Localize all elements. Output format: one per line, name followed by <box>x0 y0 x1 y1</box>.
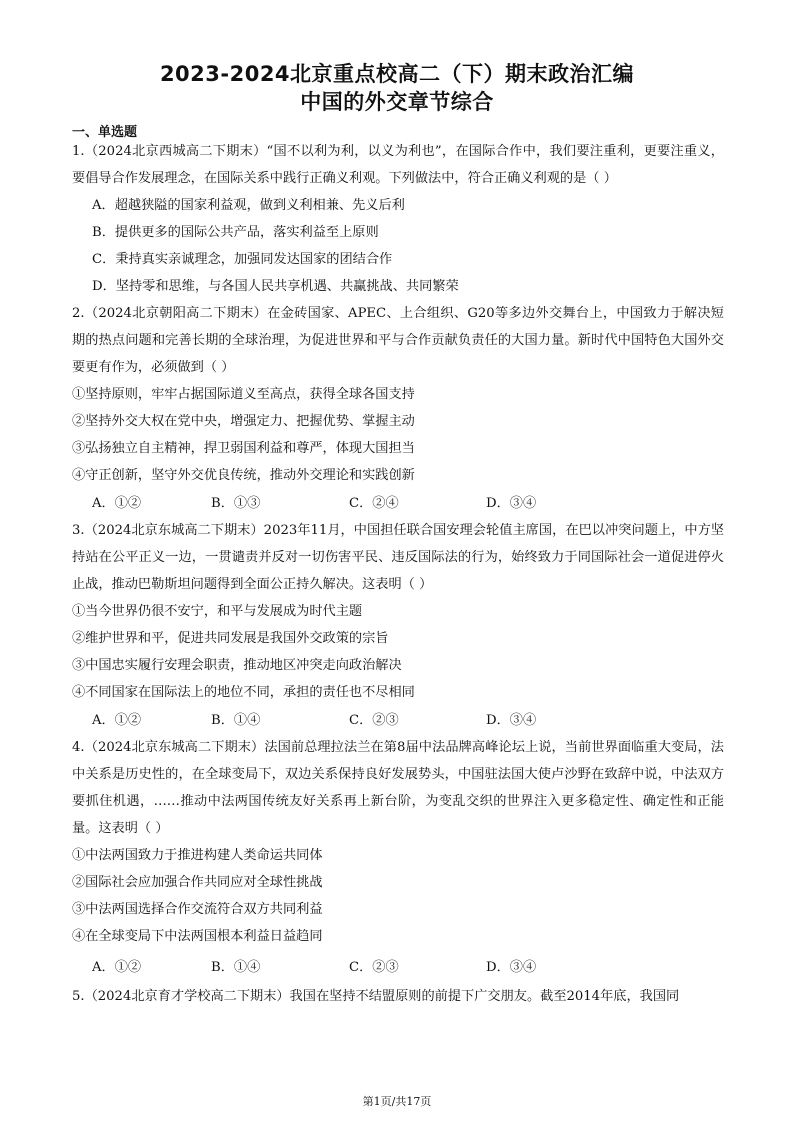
question-2-item-4: ④守正创新，坚守外交优良传统，推动外交理论和实践创新 <box>72 468 415 483</box>
document-title: 2023-2024北京重点校高二（下）期末政治汇编 <box>159 62 635 86</box>
question-3-option-c[interactable]: C．②③ <box>349 713 399 728</box>
question-2-item-1: ①坚持原则，牢牢占据国际道义至高点，获得全球各国支持 <box>72 387 415 402</box>
question-1-option-a[interactable]: A．超越狭隘的国家利益观，做到义利相兼、先义后利 <box>92 198 405 213</box>
question-4-option-c[interactable]: C．②③ <box>349 960 399 975</box>
question-4-option-a[interactable]: A．①② <box>92 960 142 975</box>
question-4-option-d[interactable]: D．③④ <box>486 960 537 975</box>
question-4-item-3: ③中法两国选择合作交流符合双方共同利益 <box>72 902 323 917</box>
question-3-stem: 3.（2024北京东城高二下期末）2023年11月，中国担任联合国安理会轮值主席国，在巴以冲突问题上，中方坚持站在公平正义一边，一贯谴责并反对一切伤害平民、违反国际法的行为，始终致力于同国际社会一道促进停火止战，推动巴勒斯坦问题得到全面公正持久解决。这表明（ ） <box>72 523 724 592</box>
question-4-stem: 4.（2024北京东城高二下期末）法国前总理拉法兰在第8届中法品牌高峰论坛上说，当前世界面临重大变局，法中关系是历史性的，在全球变局下，双边关系保持良好发展势头，中国驻法国大使卢沙野在致辞中说，中法双方要抓住机遇，……推动中法两国传统友好关系再上新台阶，为变乱交织的世界注入更多稳定性、确定性和正能量。这表明（ ） <box>72 740 724 836</box>
question-4-item-2: ②国际社会应加强合作共同应对全球性挑战 <box>72 875 323 890</box>
question-2-option-a[interactable]: A．①② <box>92 496 142 511</box>
question-4-option-b[interactable]: B．①④ <box>211 960 261 975</box>
page-number: 第1页/共17页 <box>362 1095 432 1108</box>
document-subtitle: 中国的外交章节综合 <box>300 90 494 114</box>
question-3-option-d[interactable]: D．③④ <box>486 713 537 728</box>
question-3-options <box>92 707 612 734</box>
question-3-item-2: ②维护世界和平，促进共同发展是我国外交政策的宗旨 <box>72 631 389 646</box>
question-2-item-2: ②坚持外交大权在党中央，增强定力、把握优势、掌握主动 <box>72 414 415 429</box>
question-2-item-3: ③弘扬独立自主精神，捍卫弱国利益和尊严，体现大国担当 <box>72 441 415 456</box>
question-3-item-4: ④不同国家在国际法上的地位不同，承担的责任也不尽相同 <box>72 685 415 700</box>
question-1-option-d[interactable]: D．坚持零和思维，与各国人民共享机遇、共赢挑战、共同繁荣 <box>92 279 459 294</box>
question-1-option-b[interactable]: B．提供更多的国际公共产品，落实利益至上原则 <box>92 225 379 240</box>
question-4-item-1: ①中法两国致力于推进构建人类命运共同体 <box>72 848 323 863</box>
question-2-option-c[interactable]: C．②④ <box>349 496 399 511</box>
question-3-option-a[interactable]: A．①② <box>92 713 142 728</box>
section-heading: 一、单选题 <box>72 125 138 140</box>
question-2-option-b[interactable]: B．①③ <box>211 496 261 511</box>
question-2-stem: 2.（2024北京朝阳高二下期末）在金砖国家、APEC、上合组织、G20等多边外交舞台上，中国致力于解决短期的热点问题和完善长期的全球治理，为促进世界和平与合作贡献负责任的大国力量。新时代中国特色大国外交要更有作为，必须做到（ ） <box>72 306 724 375</box>
question-3-item-3: ③中国忠实履行安理会职责，推动地区冲突走向政治解决 <box>72 658 402 673</box>
question-1-option-c[interactable]: C．秉持真实亲诚理念，加强同发达国家的团结合作 <box>92 252 393 267</box>
question-3-item-1: ①当今世界仍很不安宁，和平与发展成为时代主题 <box>72 604 363 619</box>
question-2-option-d[interactable]: D．③④ <box>486 496 537 511</box>
question-5-stem: 5.（2024北京育才学校高二下期末）我国在坚持不结盟原则的前提下广交朋友。截至2014年底，我国同 <box>72 989 680 1004</box>
question-3-option-b[interactable]: B．①④ <box>211 713 261 728</box>
question-4-item-4: ④在全球变局下中法两国根本利益日益趋同 <box>72 929 323 944</box>
question-1-stem: 1.（2024北京西城高二下期末）“国不以利为利，以义为利也”，在国际合作中，我们要注重利，更要注重义，要倡导合作发展理念，在国际关系中践行正确义利观。下列做法中，符合正确义利观的是（ ） <box>72 144 724 186</box>
question-4-options <box>92 954 612 981</box>
question-2-options <box>92 490 612 517</box>
